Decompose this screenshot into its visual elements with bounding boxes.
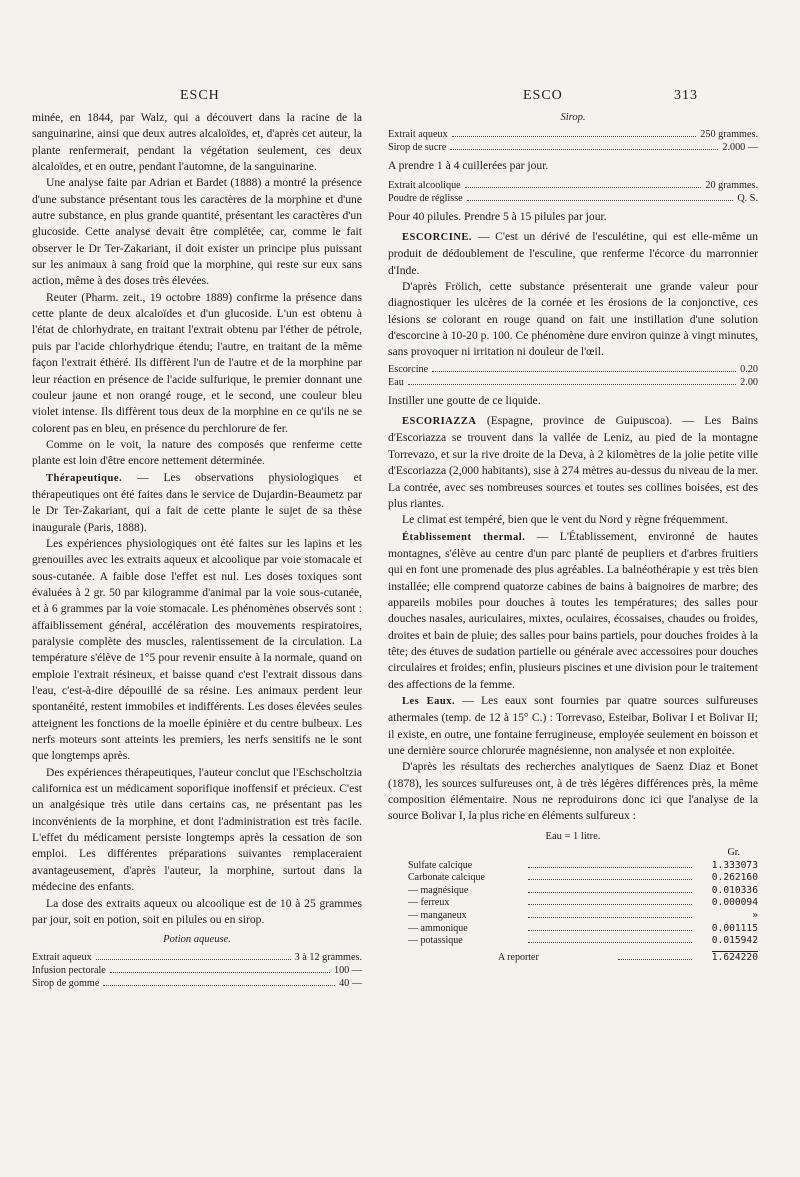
recipe-title: Potion aqueuse. xyxy=(163,934,231,946)
dosage-line: A prendre 1 à 4 cuillerées par jour. xyxy=(388,159,549,173)
table-caption: Eau = 1 litre. xyxy=(545,830,601,842)
section-heading: Établissement thermal. xyxy=(402,531,526,543)
unit-label: Gr. xyxy=(727,847,740,859)
table-row: — potassique 0.015942 xyxy=(408,935,758,947)
paragraph: D'après les résultats des recherches analytiques de Saenz Diaz et Bonet (1878), les sources sulfureuses ont, à de très légères différences près, la même composition élémentaire. Nous ne reproduirons donc ici que l'analyse de la source Bolivar I, la plus riche en éléments sulfureux : xyxy=(388,760,758,823)
paragraph: Comme on le voit, la nature des composés que renferme cette plante est loin d'être encore nettement déterminée. xyxy=(32,437,362,468)
paragraph: Instiller une goutte de ce liquide. xyxy=(388,393,541,407)
section-heading: Thérapeutique. xyxy=(46,472,123,484)
paragraph: D'après Frölich, cette substance présenterait une grande valeur pour diagnostiquer les ulcères de la cornée et les érosions de la conjonctive, ces lésions se colorant en rouge quand on fait une instillation d'une solution d'escorcine à 10-20 p. 100. Ce phénomène dure environ quinze à vingt minutes, sans provoquer ni irritation ni douleur de l'œil. xyxy=(388,280,758,359)
recipe-row: Eau 2.00 xyxy=(388,376,758,388)
recipe-row: Sirop de sucre 2.000 — xyxy=(388,142,758,154)
paragraph-text: (Espagne, province de Guipuscoa). — Les Bains d'Escoriazza se trouvent dans la vallée de Leniz, au pied de la montagne Torrevazo, et sur la rive droite de la Deva, à 2 kilomètres de la jolie petite ville d'Escoriazza (2,000 habitants), sise à 274 mètres au-dessus du niveau de la mer. La contrée, avec ses nombreuses sources et toutes ses collines boisées, est des plus riantes. xyxy=(388,414,758,510)
entry-heading: ESCORIAZZA xyxy=(402,416,477,428)
recipe-sirop xyxy=(388,128,758,154)
recipe-row: Escorcine 0.20 xyxy=(388,363,758,375)
recipe-row: Sirop de gomme 40 — xyxy=(32,977,362,989)
paragraph-text: — C'est un dérivé de l'esculétine, qui est elle-même un produit de dédoublement de l'esculine, que renferme l'écorce du marronnier d'Inde. xyxy=(388,230,758,277)
recipe-pilules xyxy=(388,179,758,205)
paragraph: Une analyse faite par Adrian et Bardet (1888) a montré la présence d'une substance présentant tous les caractères de la morphine et d'une autre substance, en plus grande quantité, présentant les caractères d'un glucoside. Cette analyse devait être complétée, car, comme le fait observer le Dr Ter-Zakariant, il doit exister un principe plus puissant sur les animaux à sang froid que la morphine, qui reste sur eux sans action, même à des doses très élevées. xyxy=(32,176,362,288)
paragraph: Reuter (Pharm. zeit., 19 octobre 1889) confirme la présence dans cette plante de deux alcaloïdes et d'un glucoside. L'un est obtenu à l'état de chlorhydrate, en traitant l'extrait obtenu par l'éther de pétrole, puis par l'acide chlorhydrique étendu; l'autre, en traitant de la même façon l'extrait éthéré. Ils diffèrent l'un de l'autre et de la morphine par leur réaction en présence de l'acide sulfurique, le premier donnant une couleur jaune et non orangé rouge, et le second, une couleur bleu violet intense. Ils diffèrent tous deux de la morphine en ce qu'ils ne se colorent pas en bleu, en présence du perchlorure de fer. xyxy=(32,290,362,435)
left-column xyxy=(32,110,362,994)
recipe-row: Extrait aqueux 3 à 12 grammes. xyxy=(32,951,362,963)
dosage-line: Pour 40 pilules. Prendre 5 à 15 pilules par jour. xyxy=(388,209,607,223)
table-row: — magnésique 0.010336 xyxy=(408,884,758,896)
recipe-escorcine xyxy=(388,363,758,389)
analysis-table xyxy=(408,847,758,964)
recipe-potion xyxy=(32,951,362,990)
paragraph xyxy=(388,229,758,279)
table-row: Carbonate calcique 0.262160 xyxy=(408,872,758,884)
paragraph: Les expériences physiologiques ont été faites sur les lapins et les grenouilles avec les extraits aqueux et alcoolique par voie stomacale et sous-cutanée. A faible dose l'effet est nul. Les doses toxiques sont évaluées à 2 gr. 50 par kilogramme d'animal par la voie sous-cutanée, et à 6 grammes par la voie stomacale. Les phénomènes observés sont : affaiblissement général, accélération des mouvements respiratoires, paralysie complète des muscles, ralentissement de la circulation. La température s'élève de 1°5 pour revenir ensuite à la normale, quand on emploie l'extrait résineux, et baisse quand c'est l'extrait dissous dans l'eau, c'est-à-dire dépouillé de sa résine. Les animaux perdent leur spontanéité, restent immobiles et indifférents. Les doses élevées seules atteignent les fonctions de la moelle épinière et du centre bulbeux. Les nerfs moteurs sont atteints les premiers, les nerfs sensitifs ne le sont que longtemps après. xyxy=(32,536,362,763)
paragraph-text: — Les observations physiologiques et thérapeutiques ont été faites dans le service de Dujardin-Beaumetz par le Dr Ter-Zakariant, qui a fait de cette plante le sujet de sa thèse inaugurale (Paris, 1888). xyxy=(32,470,362,534)
table-row: — manganeux » xyxy=(408,910,758,922)
paragraph-text: — Les eaux sont fournies par quatre sources sulfureuses athermales (temp. de 12 à 15° C.) : Torrevaso, Esteibar, Bolivar I et Bolivar II; il existe, en outre, une fontaine ferrugineuse, employée seulement en boisson et une dernière source chlorurée magnésienne, non analysée et non exploitée. xyxy=(388,693,759,757)
right-column xyxy=(388,110,758,964)
running-header-center: ESCO xyxy=(523,88,563,103)
paragraph xyxy=(32,470,362,536)
paragraph xyxy=(388,529,758,693)
paragraph: Des expériences thérapeutiques, l'auteur conclut que l'Eschscholtzia californica est un médicament soporifique inoffensif et précieux. C'est un analgésique très utile dans certains cas, ne présentant pas les inconvénients de la morphine, et dont l'administration est très facile. L'effet du médicament persiste longtemps après la cessation de son emploi. Les différentes préparations suivantes remplaceraient avantageusement, d'après l'auteur, la morphine, surtout dans la médecine des enfants. xyxy=(32,765,362,894)
table-row: Sulfate calcique 1.333073 xyxy=(408,859,758,871)
table-row: — ammonique 0.001115 xyxy=(408,922,758,934)
recipe-row: Extrait aqueux 250 grammes. xyxy=(388,129,758,141)
paragraph xyxy=(388,693,758,759)
running-header-left: ESCH xyxy=(180,88,220,103)
section-heading: Les Eaux. xyxy=(402,695,456,707)
total-value: 1.624220 xyxy=(711,951,758,963)
recipe-row: Extrait alcoolique 20 grammes. xyxy=(388,179,758,191)
paragraph-text: — L'Établissement, environné de hautes montagnes, s'élève au centre d'un parc planté de peupliers et d'arbres fruitiers qui en font une promenade des plus agréables. La balnéothérapie y est très bien installée; elle comprend quatorze cabines de bains à baignoires de marbre; des appareils mobiles pour douches à toutes les températures; des salles pour douches nasales, auriculaires, mixtes, oculaires, écossaises, chaudes ou froides, droites et bain de pluie; des salles pour bains partiels, pour douches froides à la tête; des étuves de sudation partielle ou générale avec accessoires pour douches circulaires et froides; enfin, plusieurs piscines et une division pour le traitement des affections de la femme. xyxy=(388,529,758,691)
recipe-row: Infusion pectorale 100 — xyxy=(32,964,362,976)
table-row: — ferreux 0.000094 xyxy=(408,897,758,909)
paragraph: La dose des extraits aqueux ou alcoolique est de 10 à 25 grammes par jour, soit en potion, soit en pilules ou en sirop. xyxy=(32,896,362,926)
entry-heading: ESCORCINE. xyxy=(402,232,473,244)
table-total-row: A reporter 1.624220 xyxy=(498,951,758,963)
paragraph: minée, en 1844, par Walz, qui a découvert dans la racine de la sanguinarine, ainsi que deux autres alcaloïdes, et, d'après cet auteur, la plante renfermerait, pendant la végétation seulement, ces deux alcaloïdes, et en outre, pendant l'automne, de la sanguinarine. xyxy=(32,111,362,174)
paragraph: Le climat est tempéré, bien que le vent du Nord y règne fréquemment. xyxy=(402,513,728,527)
page-number: 313 xyxy=(674,88,698,103)
paragraph xyxy=(388,413,758,512)
recipe-row: Poudre de réglisse Q. S. xyxy=(388,192,758,204)
recipe-title: Sirop. xyxy=(560,112,586,123)
